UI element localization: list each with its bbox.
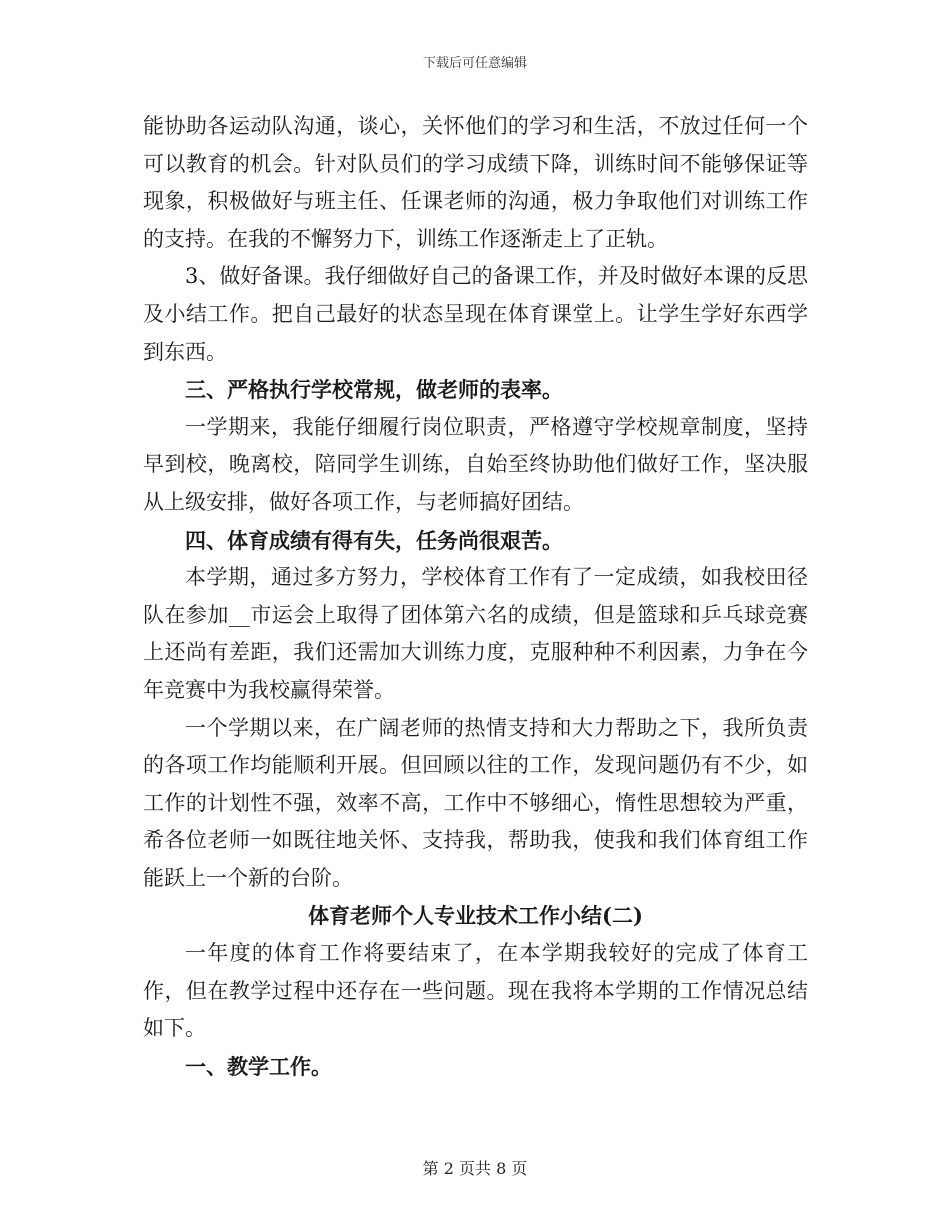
section-heading: 三、严格执行学校常规，做老师的表率。 xyxy=(185,377,563,403)
section-heading: 四、体育成绩有得有失，任务尚很艰苦。 xyxy=(185,527,563,553)
body-paragraph: 能协助各运动队沟通，谈心，关怀他们的学习和生活，不放过任何一个可以教育的机会。针对队员们的学习成绩下降，训练时间不能够保证等现象，积极做好与班主任、任课老师的沟通，极力争取他们对训练工作的支持。在我的不懈努力下，训练工作逐渐走上了正轨。 xyxy=(143,114,808,251)
section-heading: 一、教学工作。 xyxy=(185,1053,332,1079)
body-paragraph: 本学期，通过多方努力，学校体育工作有了一定成绩，如我校田径队在参加__市运会上取得了团体第六名的成绩，但是篮球和乒乓球竞赛上还尚有差距，我们还需加大训练力度，克服种种不利因素，力争在今年竞赛中为我校赢得荣誉。 xyxy=(143,565,808,702)
page-footer: 第 2 页共 8 页 xyxy=(422,1159,528,1178)
body-paragraph: 一学期来，我能仔细履行岗位职责，严格遵守学校规章制度，坚持早到校，晚离校，陪同学生训练，自始至终协助他们做好工作，坚决服从上级安排，做好各项工作，与老师搞好团结。 xyxy=(143,414,808,514)
body-paragraph: 一年度的体育工作将要结束了，在本学期我较好的完成了体育工作，但在教学过程中还存在一些问题。现在我将本学期的工作情况总结如下。 xyxy=(143,941,808,1041)
body-paragraph: 一个学期以来，在广阔老师的热情支持和大力帮助之下，我所负责的各项工作均能顺利开展。但回顾以往的工作，发现问题仍有不少，如工作的计划性不强，效率不高，工作中不够细心，惰性思想较为严重，希各位老师一如既往地关怀、支持我，帮助我，使我和我们体育组工作能跃上一个新的台阶。 xyxy=(143,715,808,890)
document-body xyxy=(143,108,808,1085)
body-paragraph: 3、做好备课。我仔细做好自己的备课工作，并及时做好本课的反思及小结工作。把自己最好的状态呈现在体育课堂上。让学生学好东西学到东西。 xyxy=(143,264,808,364)
document-title: 体育老师个人专业技术工作小结(二) xyxy=(308,903,643,929)
page-header: 下载后可任意编辑 xyxy=(422,56,527,71)
